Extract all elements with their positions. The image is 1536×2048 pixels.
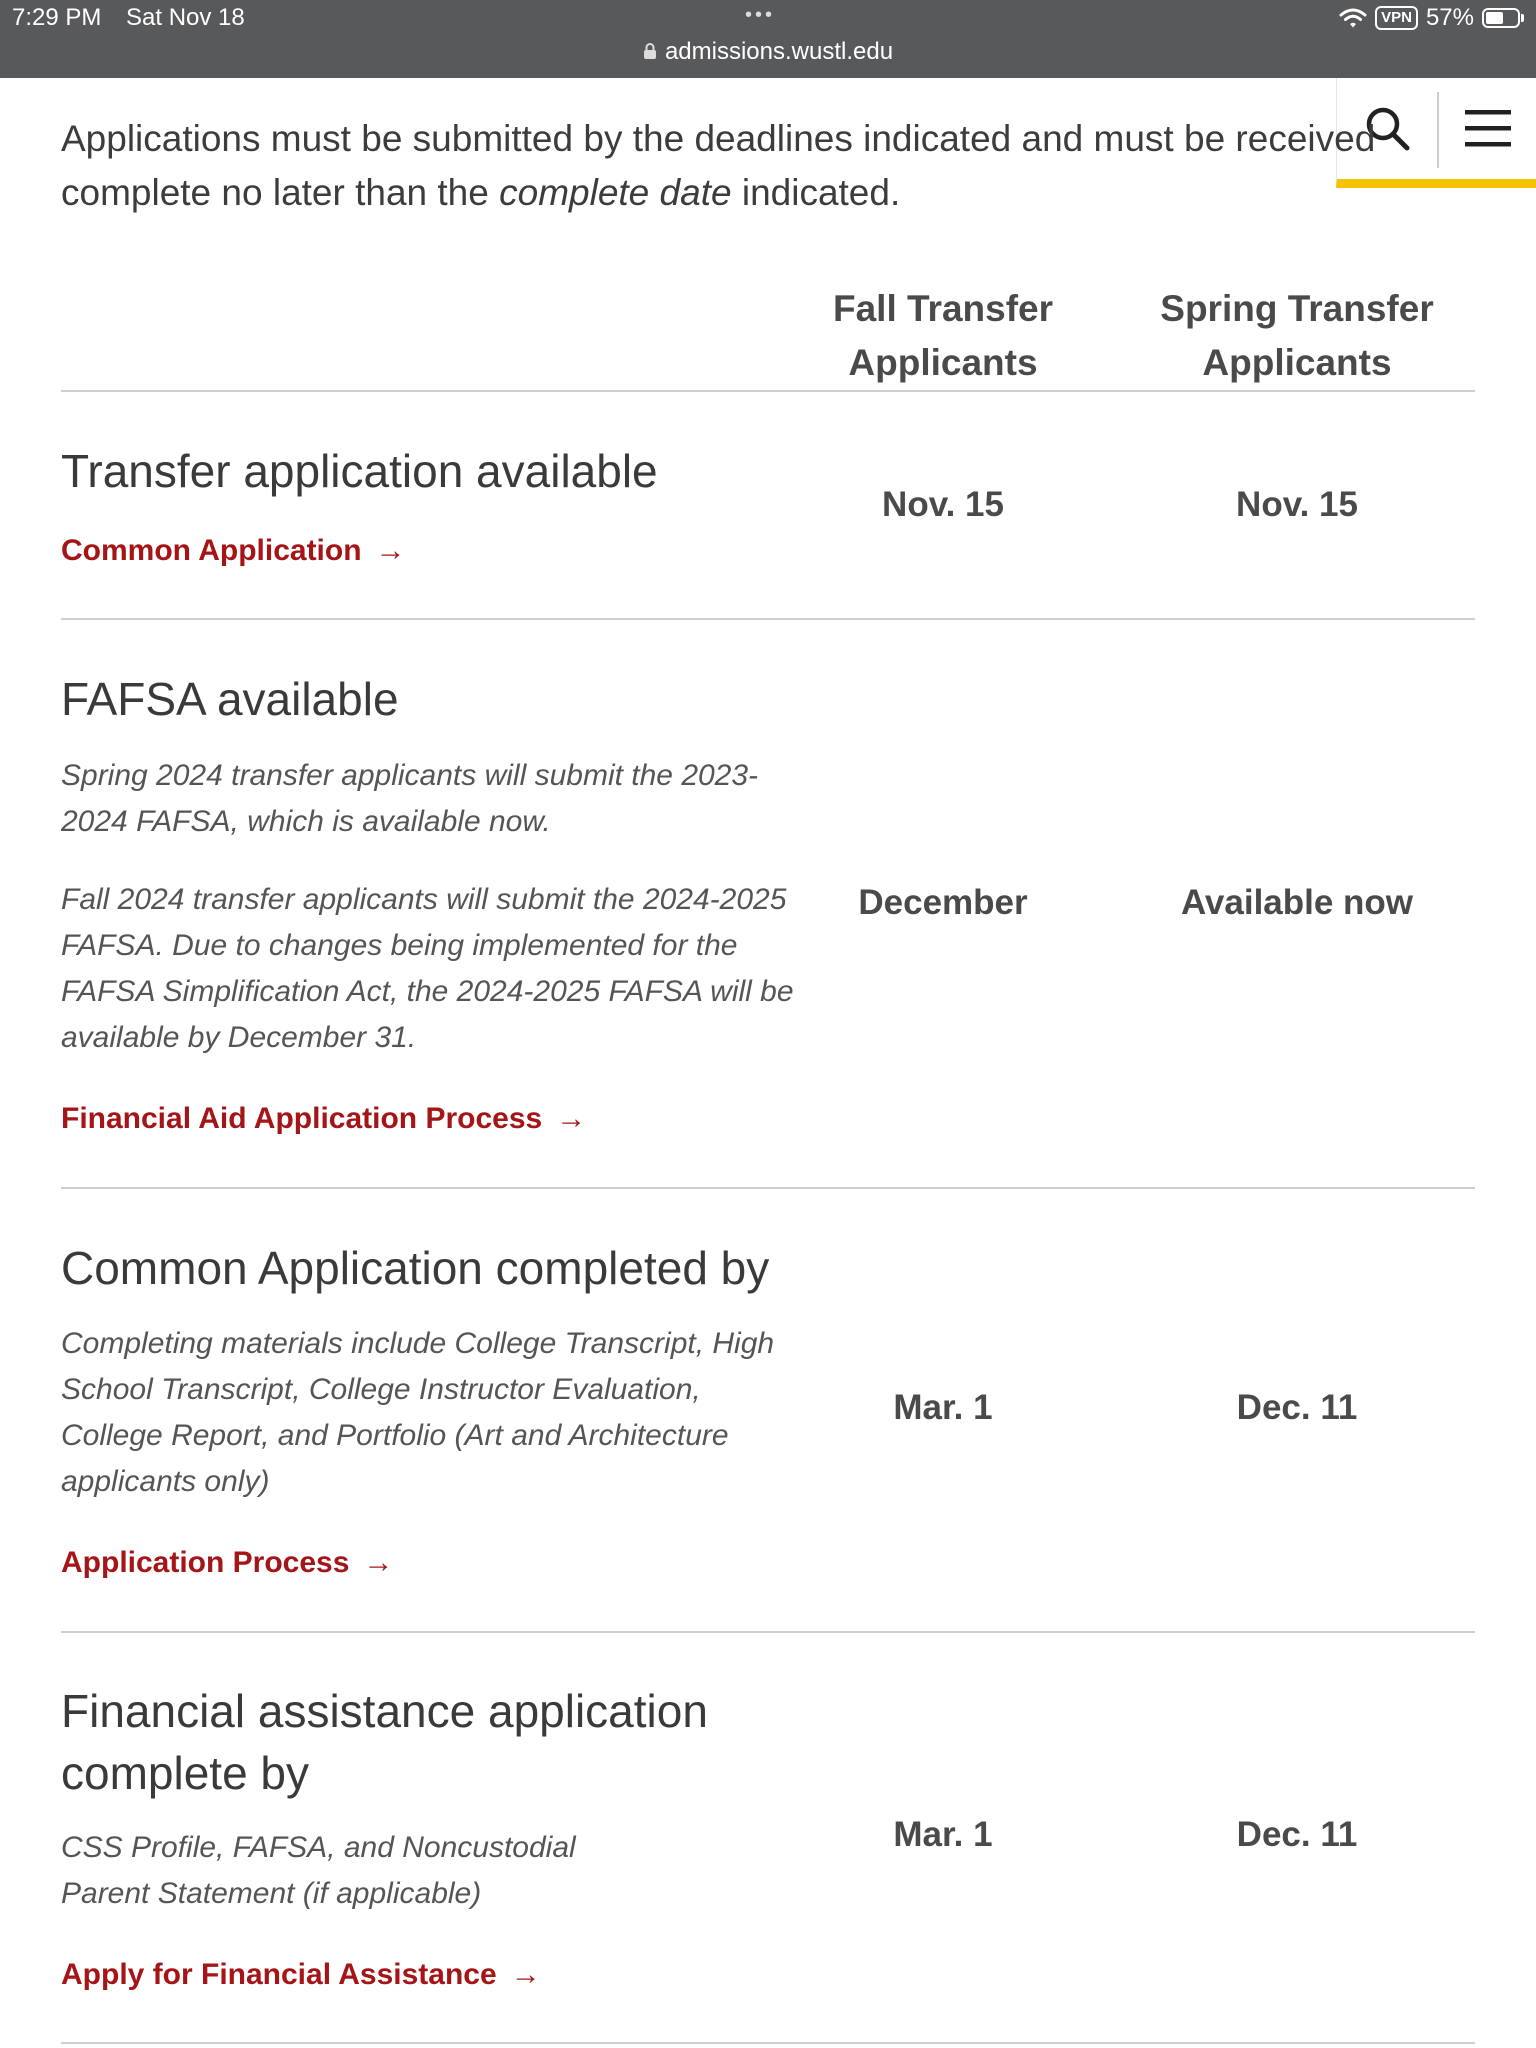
column-header-fall: Fall Transfer Applicants [832,288,1054,383]
url-bar[interactable] [0,38,1536,66]
fall-date: Mar. 1 [893,1388,993,1427]
link-label: Financial Aid Application Process [61,1102,543,1135]
row-note: Completing materials include College Transcript, High School Transcript, College Instructor Evaluation, College Report, and Portfolio (Art and Architecture applicants only) [61,1327,775,1498]
table-divider [61,618,1475,620]
status-date: Sat Nov 18 [126,4,245,31]
application-process-link[interactable] [61,1546,393,1580]
row-note: Spring 2024 transfer applicants will submit the 2023-2024 FAFSA, which is available now. [61,759,759,838]
spring-date: Dec. 11 [1236,1815,1358,1854]
url-text: admissions.wustl.edu [664,38,894,65]
arrow-right-icon: → [375,534,406,567]
intro-text-end: indicated. [731,172,901,213]
wifi-icon [1339,7,1367,29]
arrow-right-icon: → [510,1958,541,1991]
table-divider [61,1187,1475,1189]
multitasking-dots[interactable]: ••• [745,4,776,26]
row-title: Transfer application available [61,445,658,497]
table-divider [61,1631,1475,1633]
spring-date: Available now [1180,883,1414,922]
lock-icon [643,42,657,60]
apply-financial-assistance-link[interactable] [61,1958,541,1992]
link-label: Application Process [61,1546,350,1579]
intro-text-start: Applications must be submitted by the deadlines indicated and must be received complete no later than the [61,118,1376,213]
fall-date: Mar. 1 [893,1815,993,1854]
battery-percent: 57% [1425,4,1474,31]
arrow-right-icon: → [556,1102,587,1135]
financial-aid-process-link[interactable] [61,1102,586,1136]
column-header-spring: Spring Transfer Applicants [1160,288,1434,383]
intro-text-emphasis: complete date [499,172,732,213]
fall-date: December [858,883,1028,922]
battery-icon [1482,8,1524,28]
row-title: Financial assistance application complete by [61,1685,708,1799]
table-divider [61,2042,1475,2044]
row-title: FAFSA available [61,673,399,725]
fall-date: Nov. 15 [882,485,1004,524]
table-divider [61,390,1475,392]
spring-date: Nov. 15 [1236,485,1358,524]
status-bar [0,0,1536,78]
intro-text [61,112,1501,220]
row-note: Fall 2024 transfer applicants will submit the 2024-2025 FAFSA. Due to changes being implemented for the FAFSA Simplification Act, the 2024-2025 FAFSA will be available by December 31. [61,883,794,1054]
link-label: Apply for Financial Assistance [61,1958,497,1991]
status-indicators [1339,4,1524,32]
common-application-link[interactable] [61,534,406,568]
row-title: Common Application completed by [61,1242,770,1294]
status-time: 7:29 PM [12,4,102,31]
arrow-right-icon: → [363,1546,394,1579]
link-label: Common Application [61,534,362,567]
row-note: CSS Profile, FAFSA, and Noncustodial Parent Statement (if applicable) [61,1831,576,1910]
vpn-badge: VPN [1375,6,1418,30]
spring-date: Dec. 11 [1236,1388,1358,1427]
